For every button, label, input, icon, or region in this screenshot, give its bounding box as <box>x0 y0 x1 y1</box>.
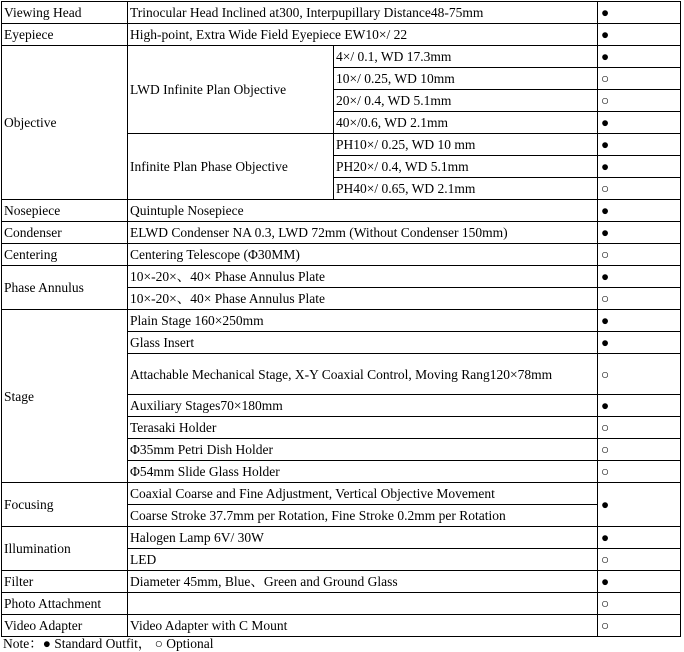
table-row <box>2 527 681 549</box>
row-label: Filter <box>2 571 128 593</box>
table-row <box>2 200 681 222</box>
row-label: Phase Annulus <box>2 266 128 310</box>
row-mark: ● <box>598 395 681 417</box>
row-mark: ● <box>598 200 681 222</box>
row-desc: Plain Stage 160×250mm <box>128 310 598 332</box>
row-desc: Video Adapter with C Mount <box>128 615 598 637</box>
row-desc: Φ54mm Slide Glass Holder <box>128 461 598 483</box>
row-mark: ● <box>598 222 681 244</box>
row-label: Objective <box>2 46 128 200</box>
row-mark: ○ <box>598 549 681 571</box>
row-mark: ○ <box>598 244 681 266</box>
row-mark: ● <box>598 310 681 332</box>
row-label: Photo Attachment <box>2 593 128 615</box>
row-label: Centering <box>2 244 128 266</box>
row-desc: Centering Telescope (Φ30MM) <box>128 244 598 266</box>
table-row <box>2 244 681 266</box>
objective-group-label: Infinite Plan Phase Objective <box>128 134 334 200</box>
row-mark: ○ <box>598 461 681 483</box>
row-mark: ● <box>598 112 681 134</box>
objective-spec: 4×/ 0.1, WD 17.3mm <box>334 46 598 68</box>
row-desc: Coaxial Coarse and Fine Adjustment, Vertical Objective Movement <box>128 483 598 505</box>
row-mark: ● <box>598 266 681 288</box>
row-desc <box>128 593 598 615</box>
row-mark: ○ <box>598 439 681 461</box>
spec-table <box>1 1 681 637</box>
row-desc: Quintuple Nosepiece <box>128 200 598 222</box>
row-label: Condenser <box>2 222 128 244</box>
row-desc: Trinocular Head Inclined at300, Interpupillary Distance48-75mm <box>128 2 598 24</box>
table-row <box>2 310 681 332</box>
objective-spec: 20×/ 0.4, WD 5.1mm <box>334 90 598 112</box>
row-desc: Φ35mm Petri Dish Holder <box>128 439 598 461</box>
row-mark: ● <box>598 156 681 178</box>
row-label: Video Adapter <box>2 615 128 637</box>
table-row <box>2 24 681 46</box>
row-label: Illumination <box>2 527 128 571</box>
row-mark: ○ <box>598 593 681 615</box>
row-mark: ○ <box>598 615 681 637</box>
row-desc: LED <box>128 549 598 571</box>
row-mark: ● <box>598 2 681 24</box>
row-label: Eyepiece <box>2 24 128 46</box>
row-mark: ● <box>598 483 681 527</box>
row-mark: ○ <box>598 417 681 439</box>
table-row <box>2 222 681 244</box>
row-mark: ○ <box>598 178 681 200</box>
table-row <box>2 46 681 68</box>
table-row <box>2 483 681 505</box>
row-mark: ● <box>598 527 681 549</box>
row-mark: ○ <box>598 288 681 310</box>
row-label: Nosepiece <box>2 200 128 222</box>
row-desc: Auxiliary Stages70×180mm <box>128 395 598 417</box>
row-mark: ● <box>598 46 681 68</box>
row-desc: Terasaki Holder <box>128 417 598 439</box>
row-mark: ○ <box>598 354 681 395</box>
table-row <box>2 2 681 24</box>
row-label: Stage <box>2 310 128 483</box>
row-desc: Coarse Stroke 37.7mm per Rotation, Fine Stroke 0.2mm per Rotation <box>128 505 598 527</box>
objective-group-label: LWD Infinite Plan Objective <box>128 46 334 134</box>
row-mark: ● <box>598 332 681 354</box>
objective-spec: PH10×/ 0.25, WD 10 mm <box>334 134 598 156</box>
row-mark: ● <box>598 24 681 46</box>
row-desc: High-point, Extra Wide Field Eyepiece EW10×/ 22 <box>128 24 598 46</box>
legend-note: Note：● Standard Outfit， ○ Optional <box>3 636 214 651</box>
row-label: Focusing <box>2 483 128 527</box>
row-mark: ○ <box>598 68 681 90</box>
objective-spec: PH20×/ 0.4, WD 5.1mm <box>334 156 598 178</box>
row-desc: 10×-20×、40× Phase Annulus Plate <box>128 288 598 310</box>
table-row <box>2 571 681 593</box>
row-desc: Diameter 45mm, Blue、Green and Ground Glass <box>128 571 598 593</box>
table-row <box>2 266 681 288</box>
objective-spec: PH40×/ 0.65, WD 2.1mm <box>334 178 598 200</box>
objective-spec: 10×/ 0.25, WD 10mm <box>334 68 598 90</box>
row-desc: Glass Insert <box>128 332 598 354</box>
row-mark: ○ <box>598 90 681 112</box>
row-desc: 10×-20×、40× Phase Annulus Plate <box>128 266 598 288</box>
table-row <box>2 593 681 615</box>
row-mark: ● <box>598 134 681 156</box>
row-label: Viewing Head <box>2 2 128 24</box>
row-desc: Halogen Lamp 6V/ 30W <box>128 527 598 549</box>
objective-spec: 40×/0.6, WD 2.1mm <box>334 112 598 134</box>
row-desc: ELWD Condenser NA 0.3, LWD 72mm (Without Condenser 150mm) <box>128 222 598 244</box>
row-mark: ● <box>598 571 681 593</box>
row-desc: Attachable Mechanical Stage, X-Y Coaxial Control, Moving Rang120×78mm <box>128 354 598 395</box>
